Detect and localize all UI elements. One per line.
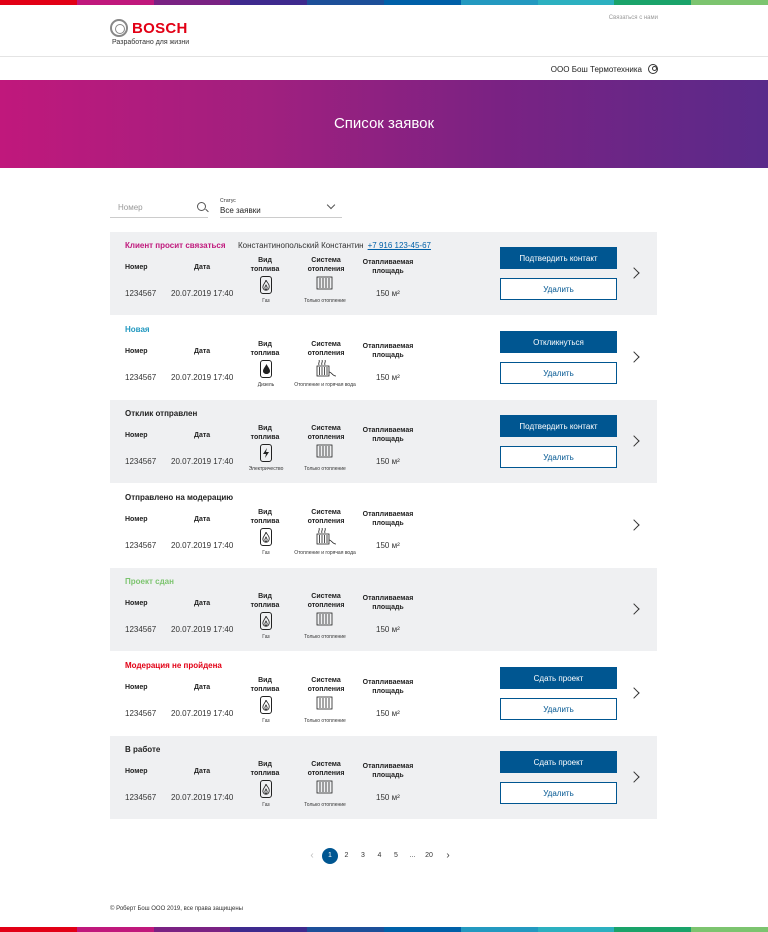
heated-area: 150 м² [376,289,400,298]
area-label: Отапливаемая площадь [362,259,414,275]
stripe-segment [384,927,461,932]
radiator-water-icon [316,528,334,544]
request-card[interactable] [110,736,657,819]
heated-area: 150 м² [376,457,400,466]
request-status: Отправлено на модерацию [125,493,234,502]
bosch-logo-icon [110,19,128,37]
page-title: Список заявок [333,115,435,132]
chevron-right-icon[interactable] [628,351,639,362]
fuel-label: Вид топлива [250,761,280,777]
fuel-type: Газ [262,550,270,556]
request-date: 20.07.2019 17:40 [171,289,234,298]
delete-button[interactable]: Удалить [500,362,617,384]
delete-button[interactable]: Удалить [500,698,617,720]
chevron-right-icon[interactable] [628,435,639,446]
delete-button[interactable]: Удалить [500,446,617,468]
fuel-type: Газ [262,298,270,304]
chevron-left-icon[interactable]: ‹ [310,850,314,861]
chevron-right-icon[interactable] [628,267,639,278]
system-label: Система отопления [307,257,345,273]
stripe-segment [307,927,384,932]
chevron-right-icon[interactable] [628,687,639,698]
heating-system: Только отопление [304,802,346,808]
company-name[interactable]: ООО Бош Термотехника [550,65,642,74]
stripe-segment [538,927,615,932]
request-date: 20.07.2019 17:40 [171,541,234,550]
status-value: Все заявки [220,206,261,215]
client-name: Константинопольский Константин [238,241,364,250]
heated-area: 150 м² [376,709,400,718]
request-date: 20.07.2019 17:40 [171,709,234,718]
area-label: Отапливаемая площадь [362,427,414,443]
date-label: Дата [194,516,211,523]
primary-action-button[interactable]: Сдать проект [500,667,617,689]
fuel-label: Вид топлива [250,425,280,441]
radiator-icon [316,612,334,628]
flame-icon [260,528,272,546]
radiator-icon [316,780,334,796]
pagination [0,848,768,864]
bolt-icon [260,444,272,462]
copyright-text: © Роберт Бош ООО 2019, все права защищены [110,906,243,912]
request-status: Новая [125,325,150,334]
drop-icon [260,360,272,378]
request-card[interactable] [110,400,657,483]
flame-icon [260,276,272,294]
page-link[interactable]: 3 [361,852,365,859]
filters-bar [110,196,342,218]
request-date: 20.07.2019 17:40 [171,457,234,466]
fuel-label: Вид топлива [250,677,280,693]
search-input[interactable] [110,196,208,218]
chevron-right-icon[interactable]: › [446,850,450,861]
request-number: 1234567 [125,709,157,718]
primary-action-button[interactable]: Сдать проект [500,751,617,773]
request-number: 1234567 [125,625,157,634]
stripe-segment [691,927,768,932]
site-header [0,5,768,57]
bosch-logo[interactable] [110,19,188,37]
pagination-ellipsis: ... [409,852,416,859]
date-label: Дата [194,264,211,271]
chevron-right-icon[interactable] [628,603,639,614]
user-bar [0,58,768,80]
number-label: Номер [125,600,148,607]
request-date: 20.07.2019 17:40 [171,793,234,802]
fuel-type: Газ [262,802,270,808]
request-status: Проект сдан [125,577,174,586]
heating-system: Только отопление [304,634,346,640]
number-label: Номер [125,432,148,439]
request-date: 20.07.2019 17:40 [171,625,234,634]
heated-area: 150 м² [376,373,400,382]
heating-system: Только отопление [304,466,346,472]
request-number: 1234567 [125,373,157,382]
bottom-color-stripe [0,927,768,932]
heated-area: 150 м² [376,625,400,634]
request-number: 1234567 [125,793,157,802]
brand-tagline: Разработано для жизни [112,39,190,46]
fuel-type: Газ [262,634,270,640]
date-label: Дата [194,348,211,355]
primary-action-button[interactable]: Подтвердить контакт [500,415,617,437]
brand-name: BOSCH [132,19,188,37]
stripe-segment [461,927,538,932]
request-date: 20.07.2019 17:40 [171,373,234,382]
user-icon[interactable] [648,64,658,74]
client-phone-link[interactable]: +7 916 123-45-67 [367,241,431,250]
heated-area: 150 м² [376,793,400,802]
area-label: Отапливаемая площадь [362,343,414,359]
area-label: Отапливаемая площадь [362,595,414,611]
page-link[interactable]: 1 [322,848,338,864]
page-banner [0,80,768,168]
page-link[interactable]: 2 [344,852,349,859]
radiator-icon [316,276,334,292]
request-card[interactable] [110,484,657,567]
date-label: Дата [194,600,211,607]
fuel-type: Дизель [257,382,275,388]
system-label: Система отопления [307,509,345,525]
stripe-segment [77,927,154,932]
request-status: Отклик отправлен [125,409,198,418]
chevron-down-icon[interactable] [327,201,335,209]
page-link[interactable]: 5 [394,852,398,859]
flame-icon [260,696,272,714]
heating-system: Только отопление [304,298,346,304]
status-label: Статус [220,198,236,204]
search-placeholder: Номер [118,203,143,212]
page-link[interactable]: 20 [425,852,433,859]
chevron-right-icon[interactable] [628,771,639,782]
client-contact [238,241,431,250]
flame-icon [260,780,272,798]
search-icon[interactable] [197,202,206,211]
system-label: Система отопления [307,761,345,777]
request-number: 1234567 [125,289,157,298]
request-card[interactable] [110,568,657,651]
system-label: Система отопления [307,677,345,693]
primary-action-button[interactable]: Подтвердить контакт [500,247,617,269]
fuel-label: Вид топлива [250,509,280,525]
delete-button[interactable]: Удалить [500,278,617,300]
request-number: 1234567 [125,457,157,466]
radiator-water-icon [316,360,334,376]
system-label: Система отопления [307,425,345,441]
fuel-type: Газ [262,718,270,724]
fuel-label: Вид топлива [250,341,280,357]
stripe-segment [154,927,231,932]
number-label: Номер [125,516,148,523]
delete-button[interactable]: Удалить [500,782,617,804]
primary-action-button[interactable]: Откликнуться [500,331,617,353]
request-status: В работе [125,745,161,754]
stripe-segment [230,927,307,932]
date-label: Дата [194,432,211,439]
fuel-type: Электричество [248,466,284,472]
number-label: Номер [125,264,148,271]
heating-system: Отопление и горячая вода [294,382,356,388]
area-label: Отапливаемая площадь [362,763,414,779]
date-label: Дата [194,768,211,775]
contact-us-link[interactable]: Связаться с нами [608,15,658,21]
request-card[interactable] [110,316,657,399]
fuel-label: Вид топлива [250,593,280,609]
request-card[interactable] [110,232,657,315]
request-status: Модерация не пройдена [125,661,222,670]
request-number: 1234567 [125,541,157,550]
date-label: Дата [194,684,211,691]
heated-area: 150 м² [376,541,400,550]
flame-icon [260,612,272,630]
chevron-right-icon[interactable] [628,519,639,530]
number-label: Номер [125,768,148,775]
request-card[interactable] [110,652,657,735]
radiator-icon [316,444,334,460]
area-label: Отапливаемая площадь [362,511,414,527]
system-label: Система отопления [307,593,345,609]
number-label: Номер [125,684,148,691]
area-label: Отапливаемая площадь [362,679,414,695]
stripe-segment [0,927,77,932]
request-status: Клиент просит связаться [125,241,226,250]
stripe-segment [614,927,691,932]
fuel-label: Вид топлива [250,257,280,273]
number-label: Номер [125,348,148,355]
status-select[interactable] [220,196,342,218]
system-label: Система отопления [307,341,345,357]
heating-system: Отопление и горячая вода [294,550,356,556]
page-link[interactable]: 4 [377,852,382,859]
heating-system: Только отопление [304,718,346,724]
radiator-icon [316,696,334,712]
